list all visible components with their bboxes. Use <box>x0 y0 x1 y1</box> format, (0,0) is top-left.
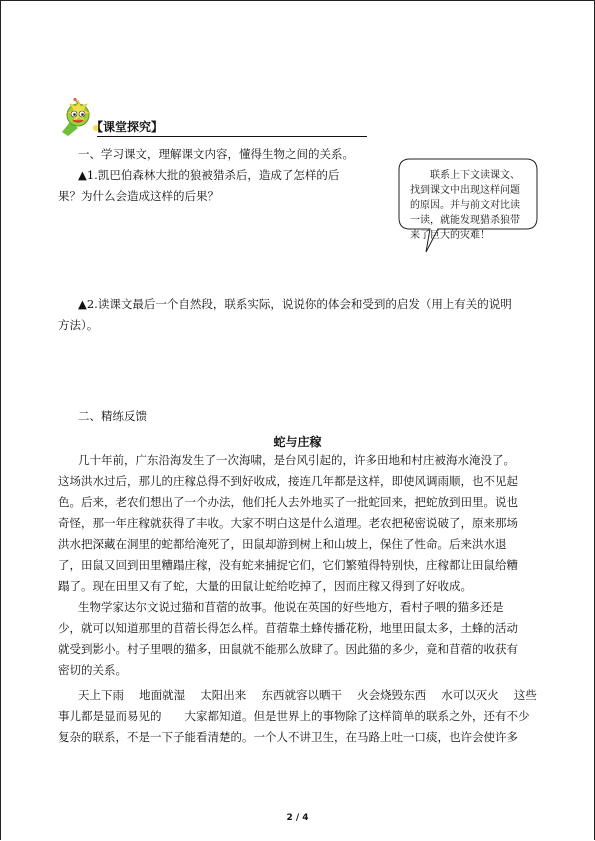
passage-line: 天上下雨 地面就湿 太阳出来 东西就容以晒干 火会烧毁东西 水可以灭火 这些 <box>78 688 537 702</box>
passage-line: 奇怪，那一年庄稼就获得了丰收。大家不明白这是什么道理。老农把秘密说破了，原来那场 <box>58 516 518 530</box>
callout-line: 一读，就能发现猎杀狼带 <box>410 215 520 226</box>
callout-line: 联系上下文读课文、 <box>430 170 520 181</box>
passage-line: 事儿都是显而易见的 大家都知道。但是世界上的事物除了这样简单的联系之外，还有不少 <box>58 709 530 723</box>
passage-line: 这场洪水过后，那儿的庄稼总得不到好收成，接连几年都是这样，即使风调雨顺，也不见起 <box>58 474 518 488</box>
passage-line: 色。后来，老农们想出了一个办法，他们托人去外地买了一批蛇回来，把蛇放到田里。说也 <box>58 495 518 509</box>
question-2-line-2: 方法）。 <box>58 318 99 332</box>
passage-line: 了，田鼠又回到田里糟蹋庄稼，没有蛇来捕捉它们，它们繁殖得特别快，庄稼都让田鼠给糟 <box>58 558 518 572</box>
passage-line: 生物学家达尔文说过猫和苜蓿的故事。他说在英国的好些地方，看村子喂的猫多还是 <box>78 600 504 614</box>
callout-line: 来了巨大的灾难！ <box>410 230 490 241</box>
hint-callout <box>398 158 538 241</box>
passage-title: 蛇与庄稼 <box>273 435 322 449</box>
question-1-line-2: 果？为什么会造成这样的后果？ <box>58 189 219 203</box>
header-underline <box>97 136 367 137</box>
question-1-line-1: ▲1.凯巴伯森林大批的狼被猎杀后，造成了怎样的后 <box>78 168 340 182</box>
passage-line: 蹋了。现在田里又有了蛇，大量的田鼠让蛇给吃掉了，因而庄稼又得到了好收成。 <box>58 579 472 593</box>
question-2-line-1: ▲2.读课文最后一个自然段，联系实际，说说你的体会和受到的启发（用上有关的说明 <box>78 297 512 311</box>
section-header: 【课堂探究】 <box>91 120 164 134</box>
callout-line: 的原因。并与前文对比读 <box>410 200 520 211</box>
passage-line: 洪水把深藏在洞里的蛇都给淹死了，田鼠却游到树上和山坡上，保住了性命。后来洪水退 <box>58 537 507 551</box>
page-number: 2 / 4 <box>286 813 309 823</box>
passage-line: 几十年前，广东沿海发生了一次海啸，是台风引起的，许多田地和村庄被海水淹没了。 <box>78 453 515 467</box>
passage-line: 就受到影小。村子里喂的猫多，田鼠就不能那么放肆了。因此猫的多少，竟和苜蓿的收获有 <box>58 642 518 656</box>
passage-line: 少，就可以知道那里的苜蓿长得怎么样。苜蓿靠土蜂传播花粉，地里田鼠太多，土蜂的活动 <box>58 621 518 635</box>
part2-heading: 二、精练反馈 <box>78 409 147 423</box>
passage-line: 复杂的联系，不是一下子能看清楚的。一个人不讲卫生，在马路上吐一口痰，也许会使许多 <box>58 730 518 744</box>
passage-line: 密切的关系。 <box>58 663 127 677</box>
part1-heading: 一、学习课文，理解课文内容，懂得生物之间的关系。 <box>78 147 354 161</box>
callout-line: 找到课文中出现这样问题 <box>410 185 520 196</box>
